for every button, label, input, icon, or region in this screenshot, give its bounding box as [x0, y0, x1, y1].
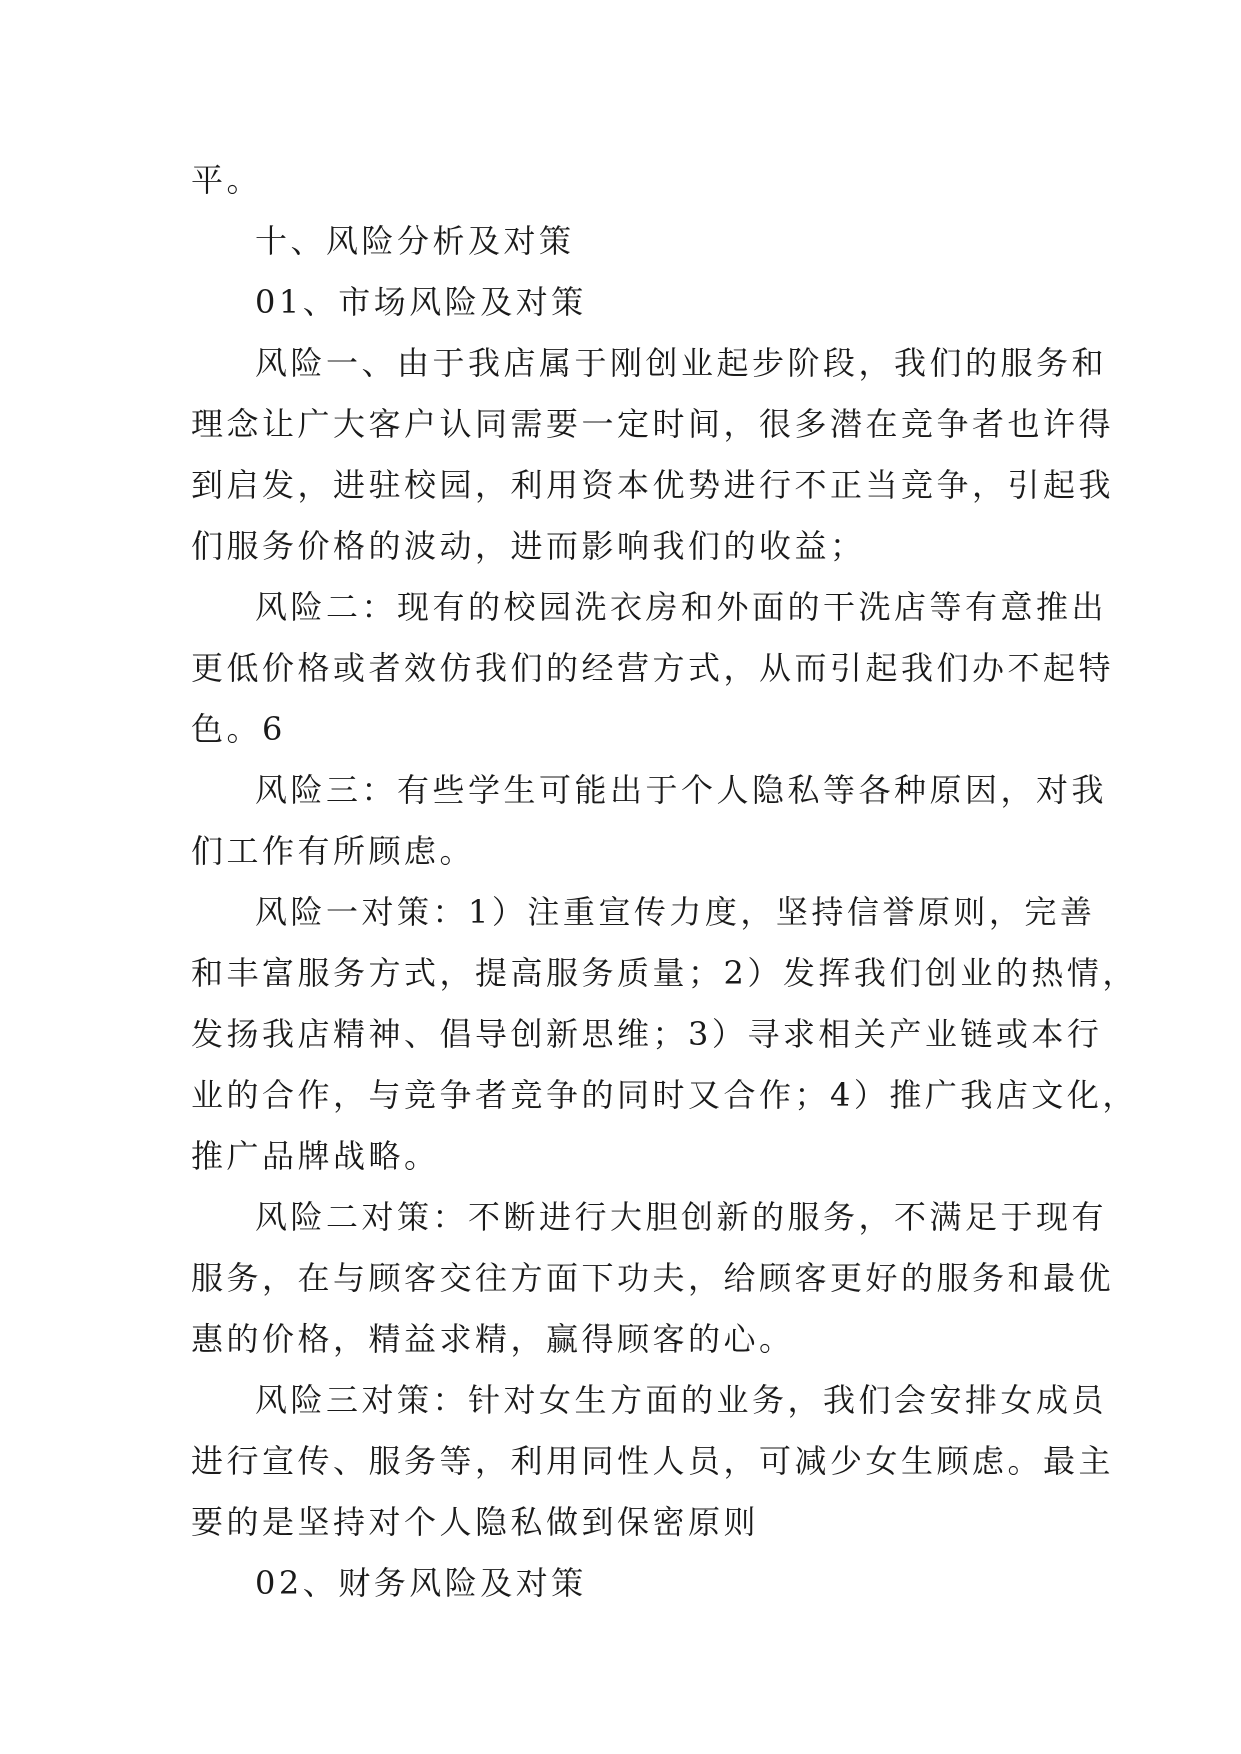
- text-line: 风险二对策：不断进行大胆创新的服务，不满足于现有: [255, 1198, 1108, 1236]
- section-heading: 十、风险分析及对策: [255, 222, 575, 260]
- text-line: 理念让广大客户认同需要一定时间，很多潜在竞争者也许得: [191, 405, 1115, 443]
- text-line: 发扬我店精神、倡导创新思维；3）寻求相关产业链或本行: [191, 1015, 1103, 1053]
- document-body: [191, 150, 1138, 1614]
- text-line: 平。: [191, 161, 263, 199]
- text-line: 风险一对策：1）注重宣传力度，坚持信誉原则，完善: [255, 893, 1096, 931]
- text-line: 们工作有所顾虑。: [191, 832, 476, 870]
- text-line: 风险二：现有的校园洗衣房和外面的干洗店等有意推出: [255, 588, 1108, 626]
- text-line: 和丰富服务方式，提高服务质量；2）发挥我们创业的热情，: [191, 954, 1138, 992]
- subsection-heading: 02、财务风险及对策: [255, 1564, 587, 1602]
- text-line: 推广品牌战略。: [191, 1137, 440, 1175]
- subsection-heading: 01、市场风险及对策: [255, 283, 587, 321]
- text-line: 服务，在与顾客交往方面下功夫，给顾客更好的服务和最优: [191, 1259, 1115, 1297]
- text-line: 惠的价格，精益求精，赢得顾客的心。: [191, 1320, 795, 1358]
- text-line: 风险三：有些学生可能出于个人隐私等各种原因，对我: [255, 771, 1108, 809]
- text-line: 要的是坚持对个人隐私做到保密原则: [191, 1503, 760, 1541]
- text-line: 进行宣传、服务等，利用同性人员，可减少女生顾虑。最主: [191, 1442, 1115, 1480]
- text-line: 风险一、由于我店属于刚创业起步阶段，我们的服务和: [255, 344, 1108, 382]
- text-line: 到启发，进驻校园，利用资本优势进行不正当竞争，引起我: [191, 466, 1115, 504]
- text-line: 业的合作，与竞争者竞争的同时又合作；4）推广我店文化，: [191, 1076, 1138, 1114]
- text-line: 色。6: [191, 710, 286, 748]
- text-line: 更低价格或者效仿我们的经营方式，从而引起我们办不起特: [191, 649, 1115, 687]
- text-line: 风险三对策：针对女生方面的业务，我们会安排女成员: [255, 1381, 1108, 1419]
- text-line: 们服务价格的波动，进而影响我们的收益；: [191, 527, 866, 565]
